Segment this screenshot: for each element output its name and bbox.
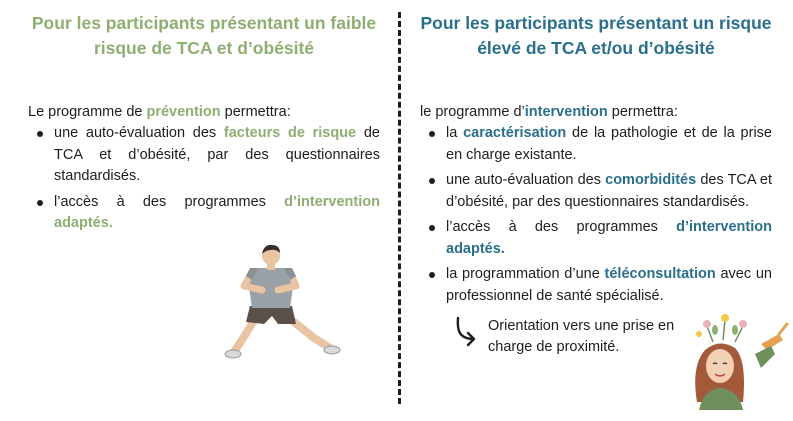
item-text: l’accès à des programmes — [446, 219, 677, 235]
right-list — [420, 123, 772, 307]
left-heading: Pour les participants présentant un faible risque de TCA et d’obésité — [31, 13, 377, 58]
right-list-item — [420, 264, 772, 307]
item-text: de TCA et d’obésité, par des questionnaires standardisés. — [54, 125, 380, 184]
right-intro-after: permettra: — [607, 104, 678, 120]
right-heading: Pour les participants présentant un risque élevé de TCA et/ou d’obésité — [420, 13, 772, 58]
item-highlight: caractérisation — [463, 125, 567, 141]
right-intro-before: le programme d’ — [420, 104, 525, 120]
right-intro — [420, 101, 772, 123]
item-text: l’accès à des programmes — [54, 193, 285, 210]
item-text: la — [446, 125, 464, 141]
left-intro-highlight: prévention — [146, 104, 221, 120]
left-intro — [28, 101, 380, 123]
right-list-item — [420, 217, 772, 260]
dashed-divider — [398, 12, 401, 404]
item-highlight: facteurs de risque — [223, 125, 357, 141]
left-intro-before: Le programme de — [28, 104, 147, 120]
item-text: avec un professionnel de santé spécialisé. — [446, 266, 772, 304]
item-highlight: d’intervention adaptés. — [446, 219, 772, 257]
item-text: une auto-évaluation des — [54, 125, 224, 141]
right-list-item — [420, 170, 772, 213]
item-highlight: téléconsultation — [604, 266, 716, 282]
left-list — [28, 123, 380, 235]
item-highlight: comorbidités — [605, 172, 697, 188]
orientation-text: Orientation vers une prise en charge de proximité. — [488, 318, 675, 355]
curved-arrow-icon — [454, 316, 480, 350]
left-list-item — [28, 123, 380, 188]
orientation-note — [454, 316, 698, 358]
item-text: une auto-évaluation des — [446, 172, 606, 188]
left-intro-after: permettra: — [220, 104, 291, 120]
right-intro-highlight: intervention — [524, 104, 608, 120]
woman-with-flowers-illustration — [683, 310, 789, 410]
item-highlight: d’intervention adaptés. — [54, 193, 380, 231]
item-text: de la pathologie et de la prise en charge existante. — [446, 125, 772, 163]
right-list-item — [420, 123, 772, 166]
item-text: des TCA et d’obésité, par des questionnaires standardisés. — [446, 172, 772, 210]
exercising-man-illustration — [222, 240, 347, 365]
left-list-item — [28, 192, 380, 235]
item-text: la programmation d’une — [446, 266, 605, 282]
